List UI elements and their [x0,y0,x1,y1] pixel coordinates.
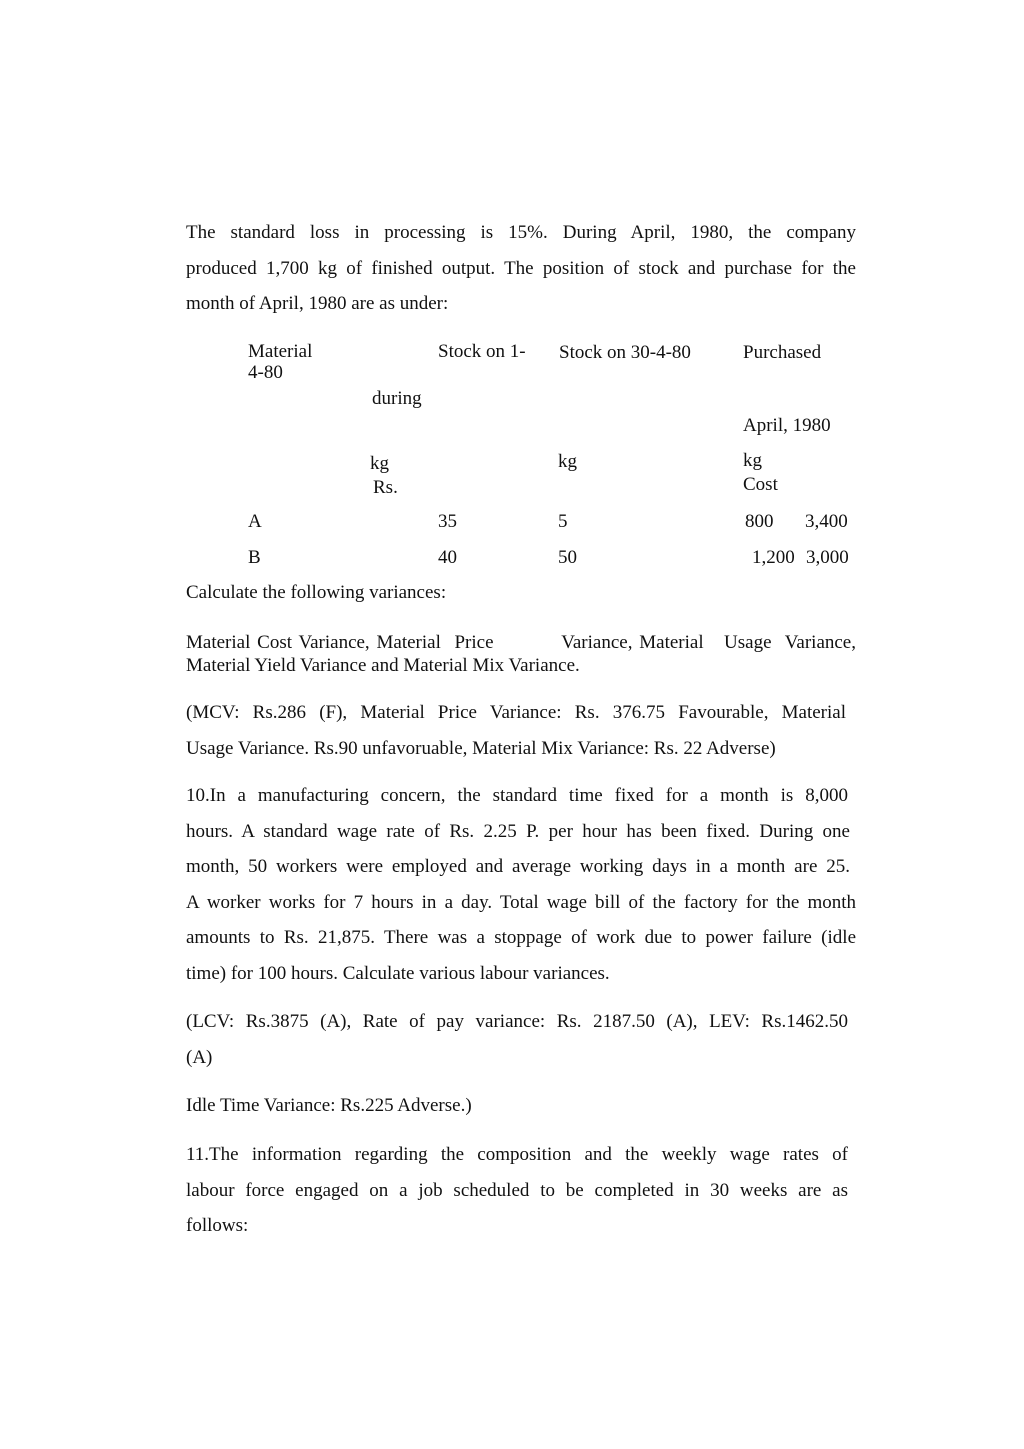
question-10-line: 10.In a manufacturing concern, the standard time fixed for a month is 8,000 [186,785,848,806]
header-material: Material [248,341,313,362]
question-10-line: month, 50 workers were employed and average working days in a month are 25. [186,856,850,877]
variances-line: Material Yield Variance and Material Mix Variance. [186,655,580,676]
row-a-purchased-cost: 3,400 [805,511,848,532]
answer-1-line: (MCV: Rs.286 (F), Material Price Variance: Rs. 376.75 Favourable, Material [186,702,846,723]
question-10-line: amounts to Rs. 21,875. There was a stoppage of work due to power failure (idle [186,927,856,948]
question-10-line: time) for 100 hours. Calculate various labour variances. [186,962,610,984]
unit-kg: kg [370,453,389,474]
question-10 [186,778,856,991]
header-april: April, 1980 [743,415,831,436]
row-a-material: A [248,511,262,532]
unit-cost: Cost [743,474,778,495]
variances-paragraph [186,631,856,677]
unit-rs: Rs. [373,477,398,498]
question-10-line: hours. A standard wage rate of Rs. 2.25 P. per hour has been fixed. During one [186,820,850,842]
intro-line: produced 1,700 kg of finished output. The position of stock and purchase for the [186,257,856,279]
row-a-stock-start: 35 [438,511,457,532]
header-stock-end: Stock on 30-4-80 [559,342,691,363]
header-purchased: Purchased [743,342,822,363]
row-a-stock-end: 5 [558,511,568,532]
row-b-material: B [248,547,261,568]
unit-kg: kg [743,450,762,471]
intro-paragraph [186,215,856,322]
header-stock-start: Stock on 1- [438,341,526,362]
intro-line: month of April, 1980 are as under: [186,293,449,314]
row-b-purchased-cost: 3,000 [806,547,849,568]
calc-heading: Calculate the following variances: [186,582,447,603]
question-11-line: 11.The information regarding the composition and the weekly wage rates of [186,1144,848,1165]
row-b-stock-end: 50 [558,547,577,568]
variances-line: Material Cost Variance, Material Price Variance, Material Usage Variance, [186,632,856,653]
row-b-stock-start: 40 [438,547,457,568]
question-10-line: A worker works for 7 hours in a day. Total wage bill of the factory for the month [186,891,856,913]
answer-1-line: Usage Variance. Rs.90 unfavoruable, Material Mix Variance: Rs. 22 Adverse) [186,737,776,759]
answer-2-line: (A) [186,1046,213,1068]
header-during: during [372,388,422,409]
intro-line: The standard loss in processing is 15%. During April, 1980, the company [186,222,856,243]
answer-1 [186,695,846,766]
question-11 [186,1137,848,1244]
answer-2-line: (LCV: Rs.3875 (A), Rate of pay variance: Rs. 2187.50 (A), LEV: Rs.1462.50 [186,1011,848,1032]
row-a-purchased-kg: 800 [745,511,774,532]
row-b-purchased-kg: 1,200 [752,547,795,568]
header-stock-start-cont: 4-80 [248,362,283,383]
question-11-line: follows: [186,1215,249,1236]
question-11-line: labour force engaged on a job scheduled to be completed in 30 weeks are as [186,1179,848,1201]
unit-kg: kg [558,451,577,472]
answer-2 [186,1004,848,1075]
idle-time-line: Idle Time Variance: Rs.225 Adverse.) [186,1095,472,1116]
